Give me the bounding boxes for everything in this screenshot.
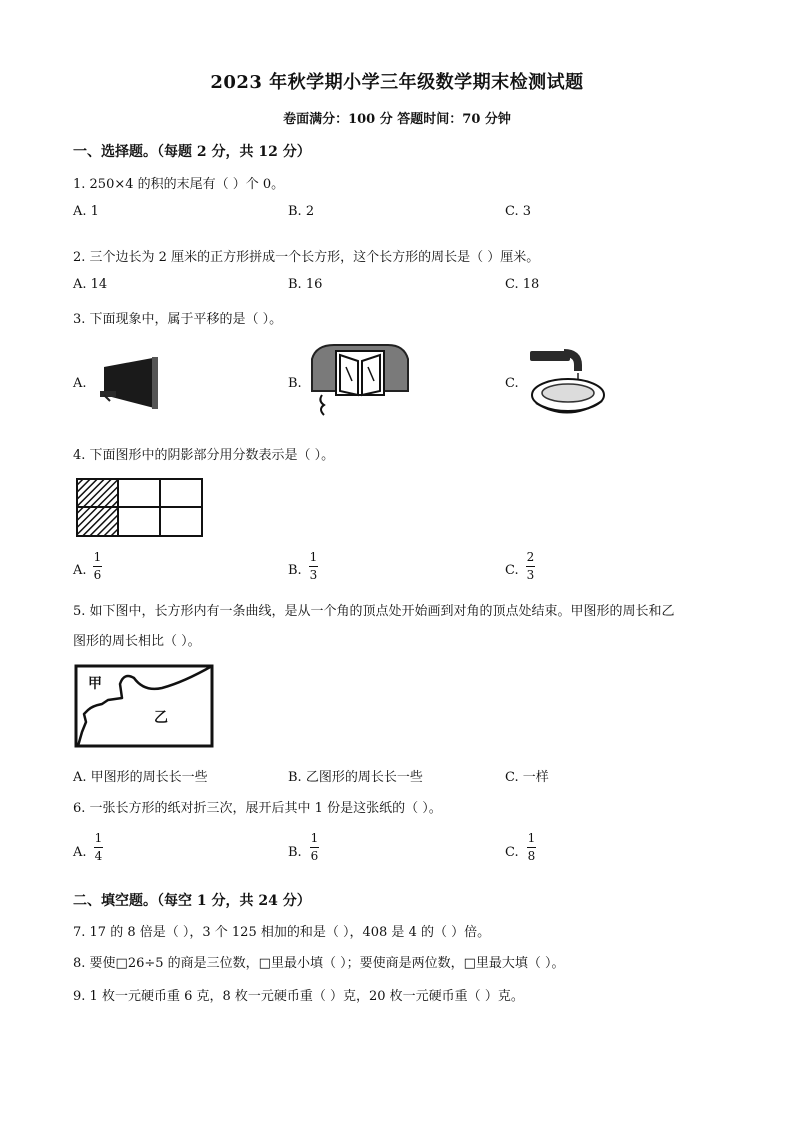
q2-option-c: C. 18 xyxy=(505,277,540,292)
q4-option-b-label: B. xyxy=(288,563,302,578)
numerator: 2 xyxy=(526,550,535,564)
q2-option-b: B. 16 xyxy=(288,277,323,292)
numerator: 1 xyxy=(93,550,102,564)
q6-option-a-label: A. xyxy=(73,845,87,860)
q6-option-c-fraction xyxy=(527,832,536,863)
q4-option-a-fraction xyxy=(93,551,102,582)
q4-option-b-fraction xyxy=(309,551,318,582)
numerator: 1 xyxy=(527,831,536,845)
q2-option-a: A. 14 xyxy=(73,277,108,292)
question-5-line-1: 5. 如下图中，长方形内有一条曲线，是从一个角的顶点处开始画到对角的顶点处结束。甲图形的周长和乙 xyxy=(73,604,675,619)
denominator: 4 xyxy=(94,849,103,863)
q5-option-a: A. 甲图形的周长长一些 xyxy=(73,770,208,785)
fraction-bar xyxy=(309,566,318,567)
fraction-bar xyxy=(527,847,536,848)
denominator: 8 xyxy=(527,849,536,863)
question-8: 8. 要使□26÷5 的商是三位数，□里最小填（ ）；要使商是两位数，□里最大填（ ）。 xyxy=(73,956,565,971)
curve-rectangle-figure xyxy=(74,662,214,750)
question-6: 6. 一张长方形的纸对折三次，展开后其中 1 份是这张纸的（ ）。 xyxy=(73,801,442,816)
question-5-line-2: 图形的周长相比（ ）。 xyxy=(73,634,201,649)
section-heading-choice: 一、选择题。（每题 2 分，共 12 分） xyxy=(73,144,311,160)
page-title: 2023 年秋学期小学三年级数学期末检测试题 xyxy=(210,72,584,93)
q5-option-b: B. 乙图形的周长长一些 xyxy=(288,770,423,785)
question-2: 2. 三个边长为 2 厘米的正方形拼成一个长方形，这个长方形的周长是（ ）厘米。 xyxy=(73,250,540,265)
section-heading-fill-blank: 二、填空题。（每空 1 分，共 24 分） xyxy=(73,893,311,909)
q6-option-b-fraction xyxy=(310,832,319,863)
fraction-bar xyxy=(310,847,319,848)
q1-option-c: C. 3 xyxy=(505,204,532,219)
numerator: 1 xyxy=(309,550,318,564)
denominator: 3 xyxy=(526,568,535,582)
sliding-door-picture xyxy=(98,355,162,411)
q1-option-a: A. 1 xyxy=(73,204,99,219)
yi-label: 乙 xyxy=(154,710,168,726)
fraction-bar xyxy=(94,847,103,848)
shaded-rectangle-figure xyxy=(76,478,204,538)
q4-option-c-label: C. xyxy=(505,563,519,578)
fraction-bar xyxy=(93,566,102,567)
jia-label: 甲 xyxy=(88,676,102,692)
denominator: 3 xyxy=(309,568,318,582)
question-4: 4. 下面图形中的阴影部分用分数表示是（ ）。 xyxy=(73,448,335,463)
q3-option-b: B. xyxy=(288,376,302,391)
exam-info: 卷面满分：100 分 答题时间：70 分钟 xyxy=(283,112,511,127)
numerator: 1 xyxy=(310,831,319,845)
question-7: 7. 17 的 8 倍是（ ），3 个 125 相加的和是（ ），408 是 4 的（ ）倍。 xyxy=(73,925,491,940)
q6-option-c-label: C. xyxy=(505,845,519,860)
q4-option-c-fraction xyxy=(526,551,535,582)
numerator: 1 xyxy=(94,831,103,845)
q6-option-a-fraction xyxy=(94,832,103,863)
question-9: 9. 1 枚一元硬币重 6 克，8 枚一元硬币重（ ）克，20 枚一元硬币重（ ）克。 xyxy=(73,989,524,1004)
denominator: 6 xyxy=(93,568,102,582)
q3-option-c: C. xyxy=(505,376,519,391)
q4-option-a-label: A. xyxy=(73,563,87,578)
faucet-sink-picture xyxy=(524,347,604,419)
q1-option-b: B. 2 xyxy=(288,204,315,219)
q5-option-c: C. 一样 xyxy=(505,770,549,785)
q3-option-a: A. xyxy=(73,376,87,391)
denominator: 6 xyxy=(310,849,319,863)
question-1: 1. 250×4 的积的末尾有（ ）个 0。 xyxy=(73,177,285,192)
q6-option-b-label: B. xyxy=(288,845,302,860)
fraction-bar xyxy=(526,566,535,567)
question-3: 3. 下面现象中，属于平移的是（ ）。 xyxy=(73,312,283,327)
revolving-door-picture xyxy=(308,341,412,421)
